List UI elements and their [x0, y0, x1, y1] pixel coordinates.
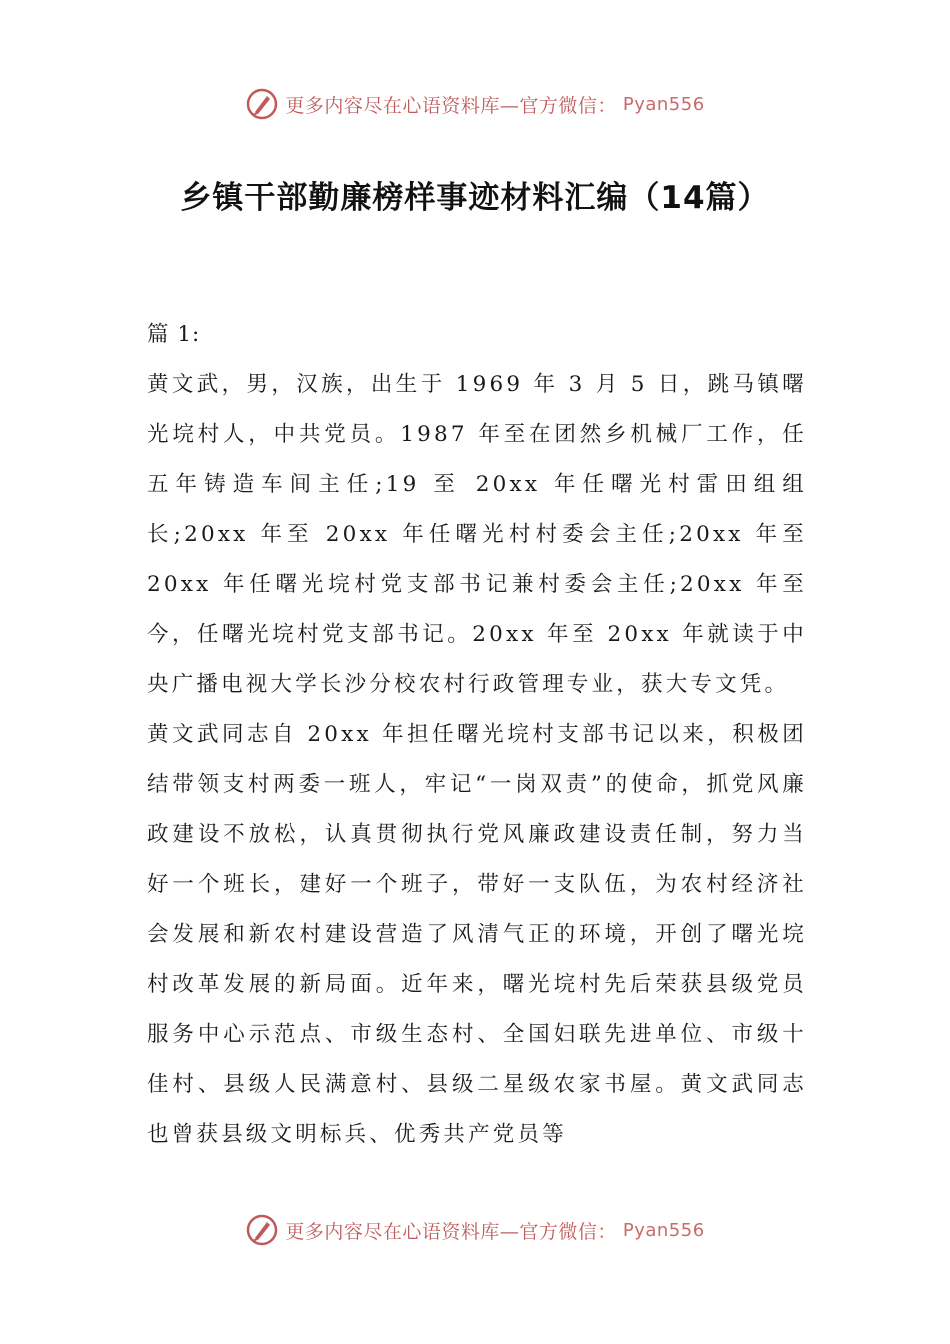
paragraph-2: 黄文武同志自 20xx 年担任曙光垸村支部书记以来，积极团结带领支村两委一班人，牢记“一岗双责”的使命，抓党风廉政建设不放松，认真贯彻执行党风廉政建设责任制，努力当好一个班长，建好一个班子，带好一支队伍，为农村经济社会发展和新农村建设营造了风清气正的环境，开创了曙光垸村改革发展的新局面。近年来，曙光垸村先后荣获县级党员服务中心示范点、市级生态村、全国妇联先进单位、市级十佳村、县级人民满意村、县级二星级农家书屋。黄文武同志也曾获县级文明标兵、优秀共产党员等 [147, 722, 807, 1147]
watermark-text: 更多内容尽在心语资料库—官方微信： [285, 1220, 617, 1243]
document-title: 乡镇干部勤廉榜样事迹材料汇编（14篇） [180, 180, 770, 216]
pen-seal-icon [245, 1213, 279, 1247]
document-body [147, 310, 807, 1160]
watermark-wechat-id: Pyan556 [622, 93, 705, 115]
section-heading: 篇 1: [147, 322, 201, 347]
pen-seal-icon [245, 87, 279, 121]
watermark-text: 更多内容尽在心语资料库—官方微信： [285, 94, 617, 117]
watermark-header [0, 84, 950, 124]
watermark-footer [0, 1210, 950, 1250]
watermark-wechat-id: Pyan556 [622, 1219, 705, 1241]
paragraph-1: 黄文武，男，汉族，出生于 1969 年 3 月 5 日，跳马镇曙光垸村人，中共党员。1987 年至在团然乡机械厂工作，任五年铸造车间主任;19 至 20xx 年任曙光村雷田组组长;20xx 年至 20xx 年任曙光村村委会主任;20xx 年至 20xx 年任曙光垸村党支部书记兼村委会主任;20xx 年至今，任曙光垸村党支部书记。20xx 年至 20xx 年就读于中央广播电视大学长沙分校农村行政管理专业，获大专文凭。 [147, 372, 807, 697]
